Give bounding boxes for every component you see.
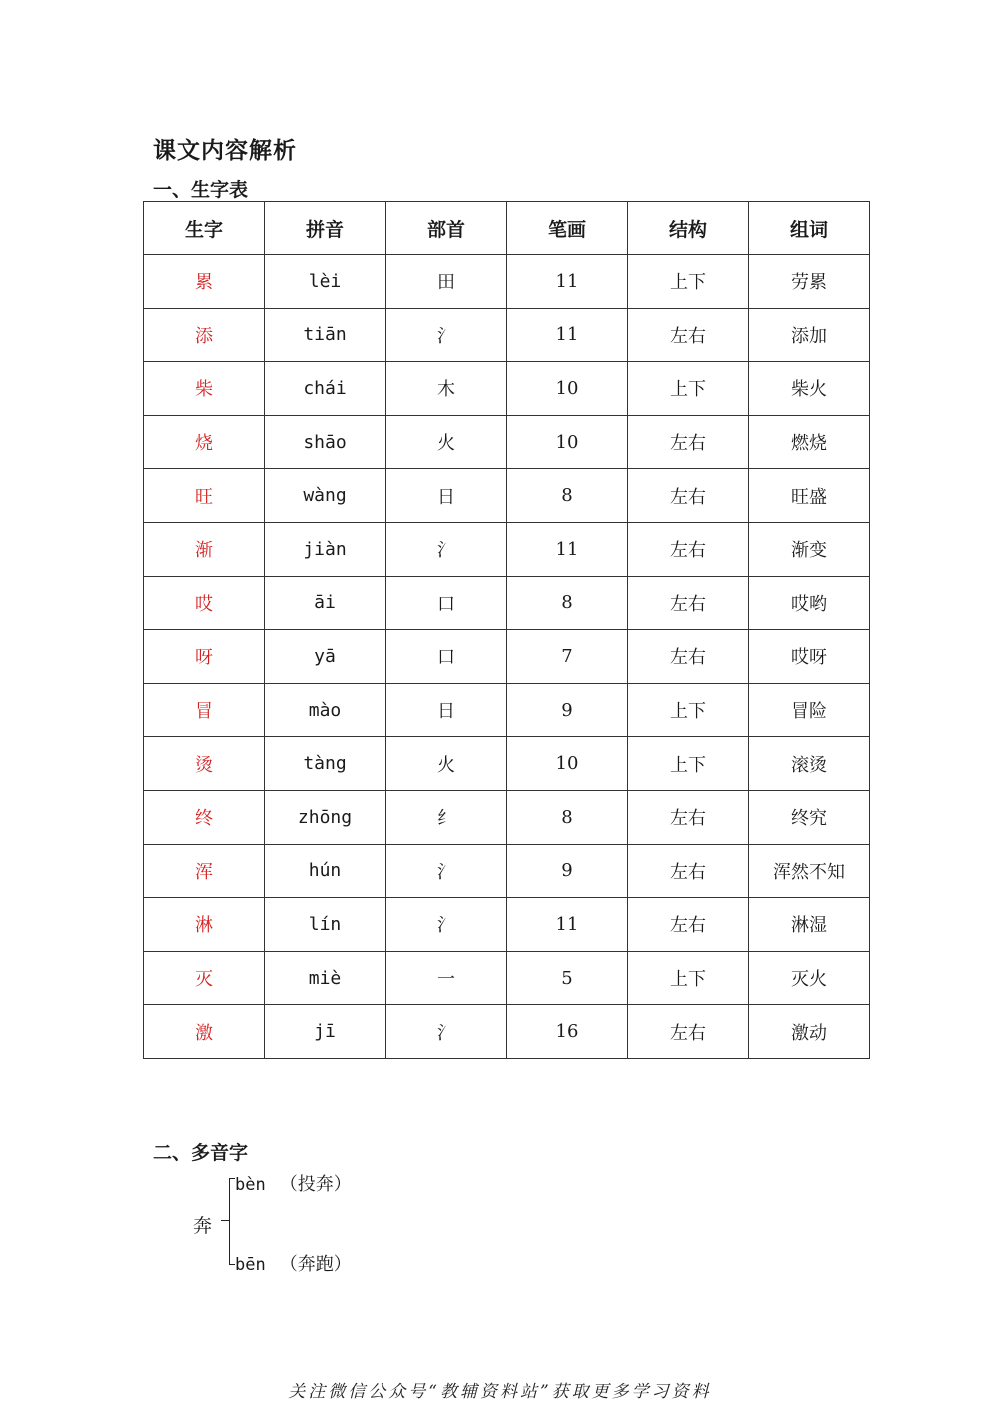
cell-structure: 上下 [628,951,749,1005]
cell-structure: 上下 [628,737,749,791]
cell-word: 灭火 [749,951,870,1005]
cell-radical: 日 [386,683,507,737]
column-header: 部首 [386,202,507,255]
cell-word: 终究 [749,790,870,844]
column-header: 组词 [749,202,870,255]
reading-1-pinyin: bèn [235,1175,266,1195]
cell-radical: 日 [386,469,507,523]
table-row [144,255,870,309]
cell-radical: 氵 [386,844,507,898]
reading-1-word: （投奔） [279,1174,352,1195]
cell-radical: 氵 [386,522,507,576]
table-row [144,898,870,952]
cell-radical: 口 [386,630,507,684]
cell-pinyin: wàng [265,469,386,523]
cell-structure: 左右 [628,469,749,523]
cell-pinyin: āi [265,576,386,630]
cell-word: 旺盛 [749,469,870,523]
cell-char: 呀 [144,630,265,684]
table-row [144,469,870,523]
cell-structure: 左右 [628,522,749,576]
cell-strokes: 10 [507,737,628,791]
column-header: 笔画 [507,202,628,255]
cell-radical: 氵 [386,898,507,952]
cell-pinyin: mào [265,683,386,737]
cell-strokes: 10 [507,415,628,469]
cell-word: 渐变 [749,522,870,576]
cell-strokes: 5 [507,951,628,1005]
cell-pinyin: chái [265,362,386,416]
column-header: 生字 [144,202,265,255]
cell-radical: 火 [386,737,507,791]
cell-char: 添 [144,308,265,362]
polyphonic-character: 奔 [193,1215,213,1237]
cell-radical: 火 [386,415,507,469]
cell-strokes: 16 [507,1005,628,1059]
cell-strokes: 11 [507,898,628,952]
table-row [144,576,870,630]
cell-strokes: 7 [507,630,628,684]
cell-pinyin: yā [265,630,386,684]
cell-word: 冒险 [749,683,870,737]
table-row [144,737,870,791]
cell-structure: 左右 [628,790,749,844]
cell-pinyin: tiān [265,308,386,362]
cell-char: 浑 [144,844,265,898]
reading-1 [235,1170,352,1196]
cell-word: 添加 [749,308,870,362]
cell-strokes: 8 [507,790,628,844]
cell-pinyin: lín [265,898,386,952]
cell-radical: 氵 [386,1005,507,1059]
cell-word: 哎呀 [749,630,870,684]
cell-char: 灭 [144,951,265,1005]
cell-structure: 左右 [628,415,749,469]
column-header: 结构 [628,202,749,255]
cell-word: 柴火 [749,362,870,416]
cell-strokes: 8 [507,576,628,630]
cell-char: 旺 [144,469,265,523]
cell-structure: 上下 [628,683,749,737]
cell-radical: 一 [386,951,507,1005]
brace-connector [221,1220,229,1221]
cell-char: 烧 [144,415,265,469]
cell-word: 劳累 [749,255,870,309]
cell-char: 累 [144,255,265,309]
table-row [144,844,870,898]
cell-pinyin: tàng [265,737,386,791]
cell-structure: 左右 [628,844,749,898]
table-row [144,522,870,576]
cell-strokes: 10 [507,362,628,416]
cell-pinyin: zhōng [265,790,386,844]
table-row [144,362,870,416]
brace-vertical [229,1178,230,1264]
cell-structure: 上下 [628,362,749,416]
cell-char: 烫 [144,737,265,791]
cell-word: 滚烫 [749,737,870,791]
cell-char: 淋 [144,898,265,952]
cell-word: 激动 [749,1005,870,1059]
polyphonic-brace-group [193,1168,493,1278]
cell-radical: 木 [386,362,507,416]
cell-strokes: 11 [507,522,628,576]
cell-word: 燃烧 [749,415,870,469]
cell-structure: 左右 [628,308,749,362]
cell-radical: 氵 [386,308,507,362]
cell-structure: 左右 [628,898,749,952]
table-row [144,683,870,737]
character-table [143,201,870,1059]
page-title: 课文内容解析 [153,138,297,164]
cell-char: 冒 [144,683,265,737]
table-row [144,790,870,844]
cell-strokes: 9 [507,683,628,737]
table-row [144,415,870,469]
table-row [144,630,870,684]
cell-radical: 纟 [386,790,507,844]
cell-pinyin: jiàn [265,522,386,576]
table-row [144,1005,870,1059]
cell-strokes: 8 [507,469,628,523]
cell-char: 渐 [144,522,265,576]
cell-pinyin: hún [265,844,386,898]
cell-structure: 左右 [628,576,749,630]
cell-strokes: 11 [507,308,628,362]
cell-structure: 左右 [628,630,749,684]
cell-pinyin: shāo [265,415,386,469]
column-header: 拼音 [265,202,386,255]
table-row [144,308,870,362]
cell-strokes: 9 [507,844,628,898]
reading-2-word: （奔跑） [279,1254,352,1275]
cell-char: 柴 [144,362,265,416]
cell-word: 哎哟 [749,576,870,630]
cell-structure: 上下 [628,255,749,309]
section-heading-polyphonic: 二、多音字 [153,1142,249,1164]
table-row [144,951,870,1005]
cell-radical: 口 [386,576,507,630]
cell-char: 激 [144,1005,265,1059]
cell-char: 哎 [144,576,265,630]
cell-strokes: 11 [507,255,628,309]
cell-pinyin: lèi [265,255,386,309]
cell-word: 淋湿 [749,898,870,952]
cell-pinyin: jī [265,1005,386,1059]
reading-2-pinyin: bēn [235,1255,266,1275]
reading-2 [235,1250,352,1276]
section-heading-new-characters: 一、生字表 [153,179,249,201]
cell-word: 浑然不知 [749,844,870,898]
cell-radical: 田 [386,255,507,309]
cell-pinyin: miè [265,951,386,1005]
table-header-row [144,202,870,255]
cell-char: 终 [144,790,265,844]
cell-structure: 左右 [628,1005,749,1059]
footer-note: 关注微信公众号“教辅资料站”获取更多学习资料 [288,1382,712,1402]
